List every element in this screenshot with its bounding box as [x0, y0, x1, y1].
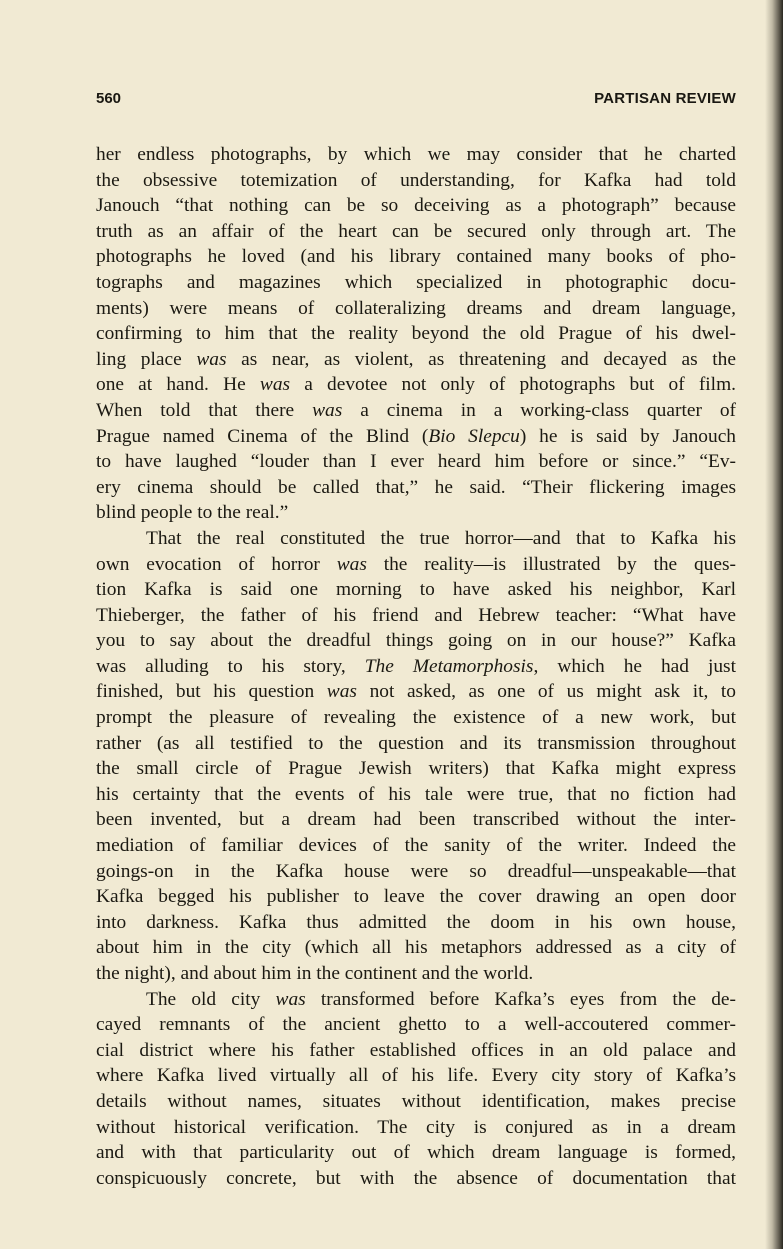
- text-line: goings-on in the Kafka house were so dreadful—unspeakable—that: [96, 860, 736, 882]
- text-line: into darkness. Kafka thus admitted the doom in his own house,: [96, 911, 736, 933]
- italic-text: was: [275, 988, 306, 1010]
- text-line: ery cinema should be called that,” he said. “Their flickering images: [96, 476, 736, 498]
- italic-text: was: [259, 374, 291, 396]
- text-line: cial district where his father established offices in an old palace and: [96, 1039, 736, 1061]
- italic-text: was: [336, 553, 367, 575]
- text-line: Kafka begged his publisher to leave the cover drawing an open door: [96, 886, 736, 908]
- text-line: cayed remnants of the ancient ghetto to a well-accoutered commer-: [96, 1014, 736, 1036]
- italic-text: The Metamorphosis: [364, 655, 534, 677]
- text-line: you to say about the dreadful things going on in our house?” Kafka: [96, 630, 736, 652]
- text-line: about him in the city (which all his metaphors addressed as a city of: [96, 937, 736, 959]
- text-line: been invented, but a dream had been transcribed without the inter-: [96, 809, 736, 831]
- text-line: the small circle of Prague Jewish writers) that Kafka might express: [96, 758, 736, 780]
- text-line: one at hand. He was a devotee not only of photographs but of film.: [96, 374, 736, 396]
- page-number: 560: [96, 90, 122, 107]
- text-line: ments) were means of collateralizing dreams and dream language,: [96, 297, 736, 319]
- text-line: tion Kafka is said one morning to have asked his neighbor, Karl: [96, 579, 736, 601]
- text-line: tographs and magazines which specialized in photographic docu-: [96, 271, 736, 293]
- text-line: mediation of familiar devices of the sanity of the writer. Indeed the: [96, 835, 736, 857]
- text-line: his certainty that the events of his tale were true, that no fiction had: [96, 783, 736, 805]
- text-line: own evocation of horror was the reality—is illustrated by the ques-: [96, 553, 736, 575]
- paragraph-1: [96, 142, 736, 526]
- italic-text: Bio Slepcu: [428, 425, 520, 447]
- text-line: rather (as all testified to the question and its transmission throughout: [96, 732, 736, 754]
- text-line: Janouch “that nothing can be so deceiving as a photograph” because: [96, 195, 736, 217]
- text-line: her endless photographs, by which we may consider that he charted: [96, 144, 736, 165]
- text-line: That the real constituted the true horror—and that to Kafka his: [146, 527, 736, 549]
- text-line: prompt the pleasure of revealing the existence of a new work, but: [96, 707, 736, 729]
- text-line: blind people to the real.”: [96, 502, 289, 524]
- text-line: When told that there was a cinema in a working-class quarter of: [96, 399, 736, 421]
- text-line: without historical verification. The city is conjured as in a dream: [96, 1116, 736, 1138]
- text-line: the obsessive totemization of understanding, for Kafka had told: [96, 169, 736, 191]
- italic-text: was: [196, 348, 227, 370]
- text-line: The old city was transformed before Kafka’s eyes from the de-: [146, 988, 736, 1010]
- running-head: PARTISAN REVIEW: [594, 90, 736, 107]
- text-line: details without names, situates without identification, makes precise: [96, 1090, 736, 1112]
- text-line: the night), and about him in the continent and the world.: [96, 963, 534, 984]
- text-line: Prague named Cinema of the Blind (Bio Slepcu) he is said by Janouch: [96, 425, 736, 447]
- italic-text: was: [326, 681, 357, 703]
- paragraph-3: [96, 987, 736, 1192]
- text-line: to have laughed “louder than I ever heard him before or since.” “Ev-: [96, 451, 736, 473]
- text-line: where Kafka lived virtually all of his life. Every city story of Kafka’s: [96, 1065, 736, 1087]
- text-line: conspicuously concrete, but with the absence of documentation that: [96, 1167, 736, 1189]
- text-line: and with that particularity out of which dream language is formed,: [96, 1142, 736, 1164]
- paragraph-2: [96, 526, 736, 987]
- body-text: [96, 142, 736, 1191]
- text-line: confirming to him that the reality beyond the old Prague of his dwel-: [96, 323, 736, 345]
- page-header: [96, 90, 736, 114]
- text-line: ling place was as near, as violent, as threatening and decayed as the: [96, 348, 736, 370]
- italic-text: was: [312, 399, 343, 421]
- text-line: finished, but his question was not asked, as one of us might ask it, to: [96, 681, 736, 703]
- text-line: photographs he loved (and his library contained many books of pho-: [96, 246, 736, 268]
- page-edge-shadow: [765, 0, 783, 1249]
- text-line: Thieberger, the father of his friend and Hebrew teacher: “What have: [96, 604, 736, 626]
- text-line: truth as an affair of the heart can be secured only through art. The: [96, 220, 736, 242]
- text-line: was alluding to his story, The Metamorphosis, which he had just: [96, 655, 736, 677]
